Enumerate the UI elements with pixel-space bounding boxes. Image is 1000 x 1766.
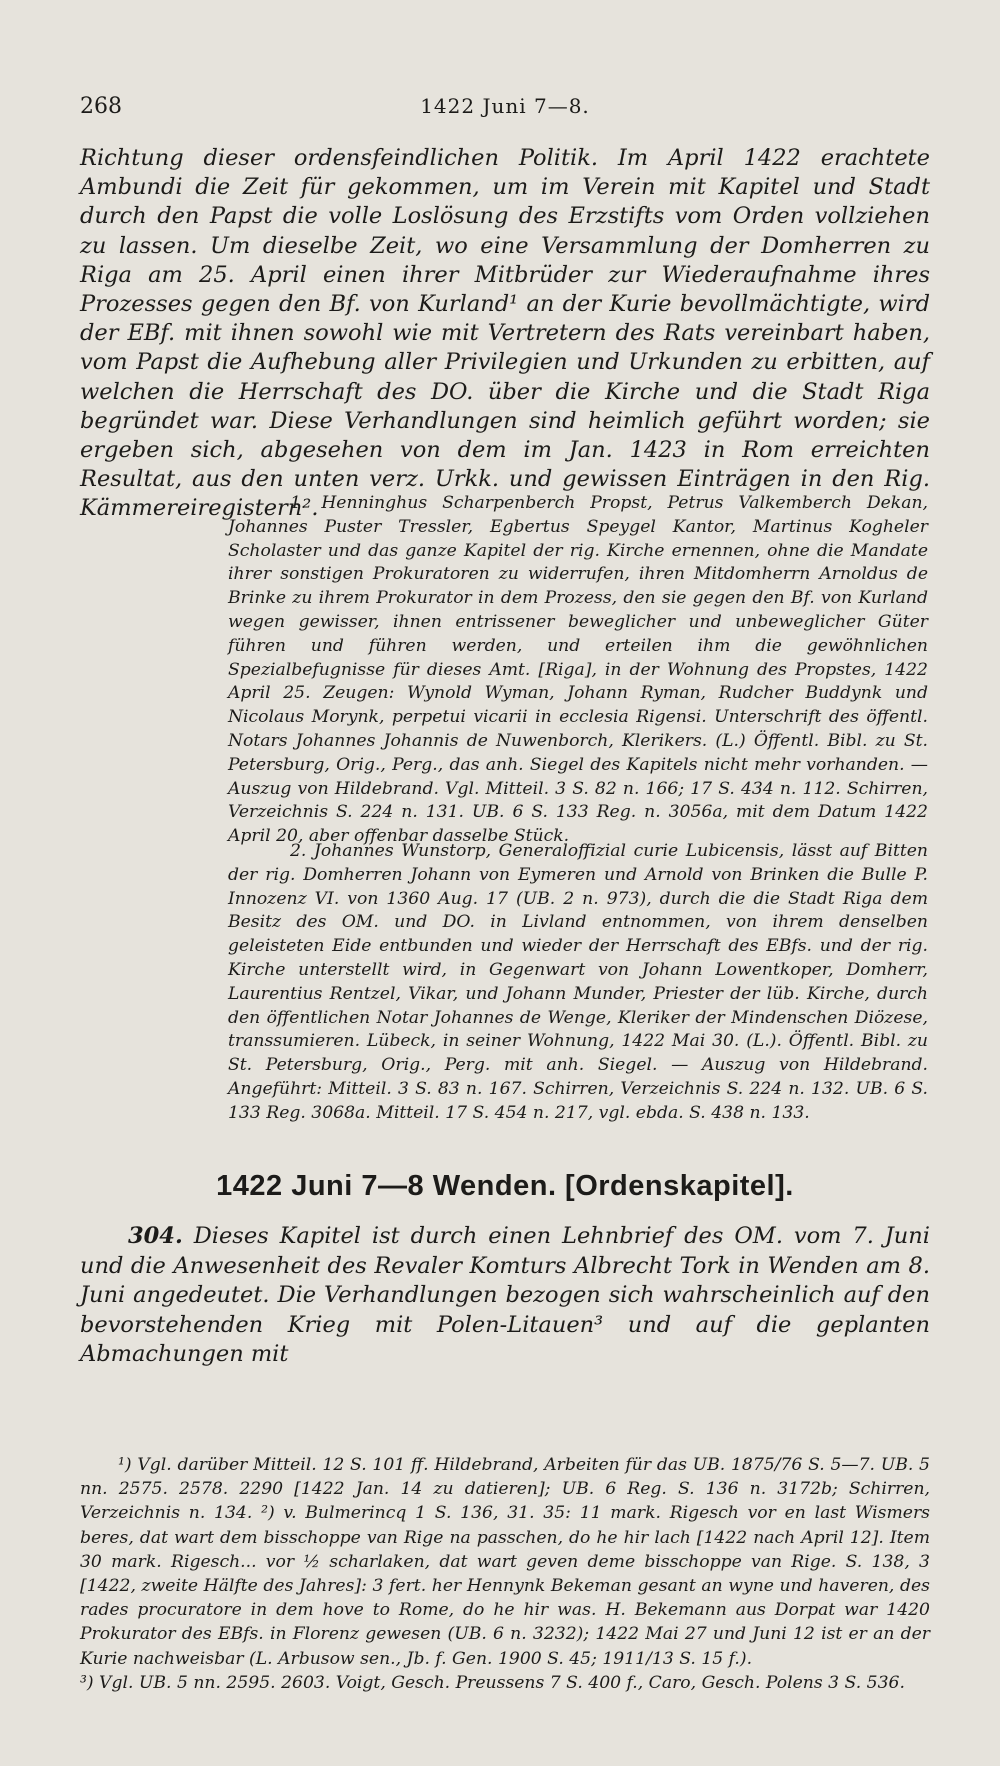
regest-2: 2. Johannes Wunstorp, Generaloffizial curie Lubicensis, lässt auf Bitten der rig. Domherren Johann von Eymeren und Arnold von Brinken die Bulle P. Innozenz VI. von 1360 Aug. 17 (UB. 2 n. 973), durch die die Stadt Riga dem Besitz des OM. und DO. in Livland entnommen, von ihrem denselben geleisteten Eide entbunden und wieder der Herrschaft des EBfs. und der rig. Kirche unterstellt wird, in Gegenwart von Johann Lowentkoper, Domherr, Laurentius Rentzel, Vikar, und Johann Munder, Priester der lüb. Kirche, durch den öffentlichen Notar Johannes de Wenge, Kleriker der Mindenschen Diözese, transsumieren. Lübeck, in seiner Wohnung, 1422 Mai 30. (L.). Öffentl. Bibl. zu St. Petersburg, Orig., Perg. mit anh. Siegel. — Auszug von Hildebrand. Angeführt: Mitteil. 3 S. 83 n. 167. Schirren, Verzeichnis S. 224 n. 132. UB. 6 S. 133 Reg. 3068a. Mitteil. 17 S. 454 n. 217, vgl. ebda. S. 438 n. 133. [228,841,928,1123]
entry-number: 304. [128,1223,183,1249]
page-header [80,94,930,124]
regest-1: 1. Henninghus Scharpenberch Propst, Petrus Valkemberch Dekan, Johannes Puster Tressler, Egbertus Speygel Kantor, Martinus Kogheler Scholaster und das ganze Kapitel der rig. Kirche ernennen, ohne die Mandate ihrer sonstigen Prokuratoren zu widerrufen, ihren Mitdomherrn Arnoldus de Brinke zu ihrem Prokurator in dem Prozess, den sie gegen den Bf. von Kurland wegen gewisser, ihnen entrissener beweglicher und unbeweglicher Güter führen und führen werden, und erteilen ihm die gewöhnlichen Spezialbefugnisse für dieses Amt. [Riga], in der Wohnung des Propstes, 1422 April 25. Zeugen: Wynold Wyman, Johann Ryman, Rudcher Buddynk und Nicolaus Morynk, perpetui vicarii in ecclesia Rigensi. Unterschrift des öffentl. Notars Johannes Johannis de Nuwenborch, Klerikers. (L.) Öffentl. Bibl. zu St. Petersburg, Orig., Perg., das anh. Siegel des Kapitels nicht mehr vorhanden. — Auszug von Hildebrand. Vgl. Mitteil. 3 S. 82 n. 166; 17 S. 434 n. 112. Schirren, Verzeichnis S. 224 n. 131. UB. 6 S. 133 Reg. n. 3056a, mit dem Datum 1422 April 20, aber offenbar dasselbe Stück. [228,493,928,847]
entry-304 [80,1222,930,1370]
footnotes [80,1453,930,1695]
main-text: Richtung dieser ordensfeindlichen Politik. Im April 1422 erachtete Ambundi die Zeit für gekommen, um im Verein mit Kapitel und Stadt durch den Papst die volle Loslösung des Erzstifts vom Orden vollziehen zu lassen. Um dieselbe Zeit, wo eine Versammlung der Domherren zu Riga am 25. April einen ihrer Mitbrüder zur Wiederaufnahme ihres Prozesses gegen den Bf. von Kurland¹ an der Kurie bevollmächtigte, wird der EBf. mit ihnen sowohl wie mit Vertretern des Rats vereinbart haben, vom Papst die Aufhebung aller Privilegien und Urkunden zu erbitten, auf welchen die Herrschaft des DO. über die Kirche und die Stadt Riga begründet war. Diese Verhandlungen sind heimlich geführt worden; sie ergeben sich, abgesehen von dem im Jan. 1423 in Rom erreichten Resultat, aus den unten verz. Urkk. und gewissen Einträgen in den Rig. Kämmereiregistern². [80,145,930,522]
entry-text: Dieses Kapitel ist durch einen Lehnbrief des OM. vom 7. Juni und die Anwesenheit des Revaler Komturs Albrecht Tork in Wenden am 8. Juni angedeutet. Die Verhandlungen bezogen sich wahrscheinlich auf den bevorstehenden Krieg mit Polen-Litauen³ und auf die geplanten Abmachungen mit [80,1223,930,1367]
running-head: 1422 Juni 7—8. [420,94,590,118]
page-number: 268 [80,94,122,119]
section-heading: 1422 Juni 7—8 Wenden. [Ordenskapitel]. [216,1170,794,1202]
footnote-3: ³) Vgl. UB. 5 nn. 2595. 2603. Voigt, Gesch. Preussens 7 S. 400 f., Caro, Gesch. Polens 3 S. 536. [80,1672,905,1693]
footnote-1-2: ¹) Vgl. darüber Mitteil. 12 S. 101 ff. Hildebrand, Arbeiten für das UB. 1875/76 S. 5—7. UB. 5 nn. 2575. 2578. 2290 [1422 Jan. 14 zu datieren]; UB. 6 Reg. S. 136 n. 3172b; Schirren, Verzeichnis n. 134. ²) v. Bulmerincq 1 S. 136, 31. 35: 11 mark. Rigesch vor en last Wismers beres, dat wart dem bisschoppe van Rige na passchen, do he hir lach [1422 nach April 12]. Item 30 mark. Rigesch... vor ½ scharlaken, dat wart geven deme bisschoppe van Rige. S. 138, 3 [1422, zweite Hälfte des Jahres]: 3 fert. her Hennynk Bekeman gesant an wyne und haveren, des rades procuratore in dem hove to Rome, do he hir was. H. Bekemann aus Dorpat war 1420 Prokurator des EBfs. in Florenz gewesen (UB. 6 n. 3232); 1422 Mai 27 und Juni 12 ist er an der Kurie nachweisbar (L. Arbusow sen., Jb. f. Gen. 1900 S. 45; 1911/13 S. 15 f.). [80,1455,930,1669]
